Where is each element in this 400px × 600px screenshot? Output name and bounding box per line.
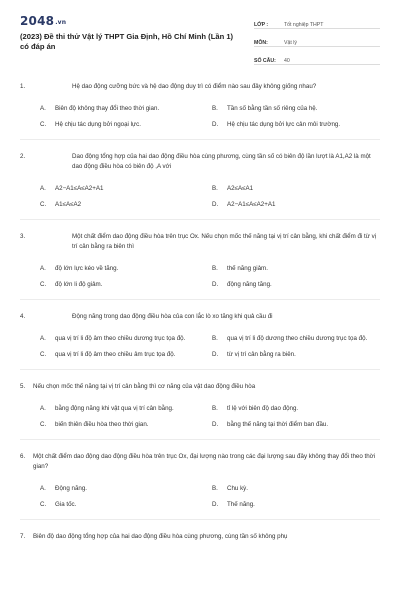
- question-number: 2.: [20, 153, 26, 160]
- question-list: [0, 82, 400, 542]
- question-text: Nếu chọn mốc thế năng tại vị trí cân bằng thì cơ năng của vật dao động điều hòa: [33, 383, 256, 390]
- option-c[interactable]: C. A1≤A≤A2: [40, 201, 82, 209]
- option-b[interactable]: B. Tần số bằng tần số riêng của hệ.: [212, 105, 318, 113]
- question-3: [0, 232, 400, 300]
- option-b[interactable]: B. tỉ lệ với biên độ dao động.: [212, 405, 299, 413]
- question-text: Động năng trong dao động điều hòa của con lắc lò xo tăng khi quả cầu đi: [72, 313, 273, 320]
- question-text: Biên độ dao động tổng hợp của hai dao động điều hòa cùng phương, cùng tần số không phụ: [33, 533, 288, 540]
- question-2: [0, 152, 400, 220]
- question-divider: [20, 139, 380, 140]
- option-grid: [40, 261, 400, 293]
- option-grid: [40, 181, 400, 213]
- option-c[interactable]: C. qua vị trí li độ âm theo chiều âm trục tọa độ.: [40, 351, 176, 359]
- option-d[interactable]: D. bằng thế năng tại thời điểm ban đầu.: [212, 421, 329, 429]
- question-4: [0, 312, 400, 370]
- site-logo[interactable]: 2048.vn: [20, 14, 67, 28]
- meta-class: LỚP : Tốt nghiệp THPT: [254, 14, 380, 29]
- option-a[interactable]: A. Động năng.: [40, 485, 87, 493]
- option-a[interactable]: A. độ lớn lực kéo về tăng.: [40, 265, 119, 273]
- exam-title: (2023) Đề thi thử Vật lý THPT Gia Định, Hồ Chí Minh (Lần 1) có đáp án: [20, 32, 234, 51]
- question-6: [0, 452, 400, 520]
- option-d[interactable]: D. Hệ chịu tác dụng bởi lực cản môi trường.: [212, 121, 341, 129]
- option-d[interactable]: D. A2−A1≤A≤A2+A1: [212, 201, 276, 209]
- option-grid: [40, 331, 400, 363]
- question-1: [0, 82, 400, 140]
- option-a[interactable]: A. bằng động năng khi vật qua vị trí cân bằng.: [40, 405, 174, 413]
- question-number: 7.: [20, 533, 26, 540]
- question-number: 6.: [20, 453, 26, 460]
- question-text: Dao động tổng hợp của hai dao động điều hòa cùng phương, cùng tần số có biên độ lần lượt là A1,A2 là một dao động điều hòa có biên độ ,A với: [72, 153, 371, 170]
- option-d[interactable]: D. từ vị trí cân bằng ra biên.: [212, 351, 296, 359]
- question-divider: [20, 219, 380, 220]
- option-grid: [40, 481, 400, 513]
- exam-meta: [254, 14, 380, 68]
- meta-subject: MÔN: Vật lý: [254, 32, 380, 47]
- option-d[interactable]: D. động năng tăng.: [212, 281, 272, 289]
- question-number: 3.: [20, 233, 26, 240]
- question-7: [0, 532, 400, 542]
- option-b[interactable]: B. A2≤A≤A1: [212, 185, 254, 193]
- option-c[interactable]: C. biến thiên điều hòa theo thời gian.: [40, 421, 149, 429]
- question-divider: [20, 369, 380, 370]
- question-number: 1.: [20, 83, 26, 90]
- option-b[interactable]: B. qua vị trí li độ dương theo chiều dương trục tọa độ.: [212, 335, 368, 343]
- question-divider: [20, 439, 380, 440]
- question-text: Một chất điểm dao động dao động điều hòa trên trục Ox, đại lượng nào trong các đại lượng sau đây không thay đổi theo thời gian?: [33, 453, 376, 470]
- option-c[interactable]: C. Hệ chịu tác dụng bởi ngoại lực.: [40, 121, 141, 129]
- option-c[interactable]: C. độ lớn li độ giảm.: [40, 281, 103, 289]
- option-b[interactable]: B. Chu kỳ.: [212, 485, 248, 493]
- option-d[interactable]: D. Thế năng.: [212, 501, 255, 509]
- option-a[interactable]: A. A2−A1≤A≤A2+A1: [40, 185, 104, 193]
- option-b[interactable]: B. thế năng giảm.: [212, 265, 268, 273]
- option-grid: [40, 401, 400, 433]
- option-c[interactable]: C. Gia tốc.: [40, 501, 77, 509]
- question-5: [0, 382, 400, 440]
- option-a[interactable]: A. qua vị trí li độ âm theo chiều dương trục tọa độ.: [40, 335, 186, 343]
- question-number: 5.: [20, 383, 26, 390]
- option-grid: [40, 101, 400, 133]
- option-a[interactable]: A. Biên độ không thay đổi theo thời gian.: [40, 105, 160, 113]
- question-number: 4.: [20, 313, 26, 320]
- document-header: [0, 0, 400, 62]
- question-text: Một chất điểm dao động điều hòa trên trục Ox. Nếu chọn mốc thế năng tại vị trí cân bằng, khi chất điểm đi từ vị trí cân bằng ra biên thì: [72, 233, 377, 250]
- question-divider: [20, 519, 380, 520]
- question-text: Hệ dao động cưỡng bức và hệ dao động duy trì có điểm nào sau đây không giống nhau?: [72, 83, 317, 90]
- meta-question-count: SỐ CÂU: 40: [254, 50, 380, 65]
- question-divider: [20, 299, 380, 300]
